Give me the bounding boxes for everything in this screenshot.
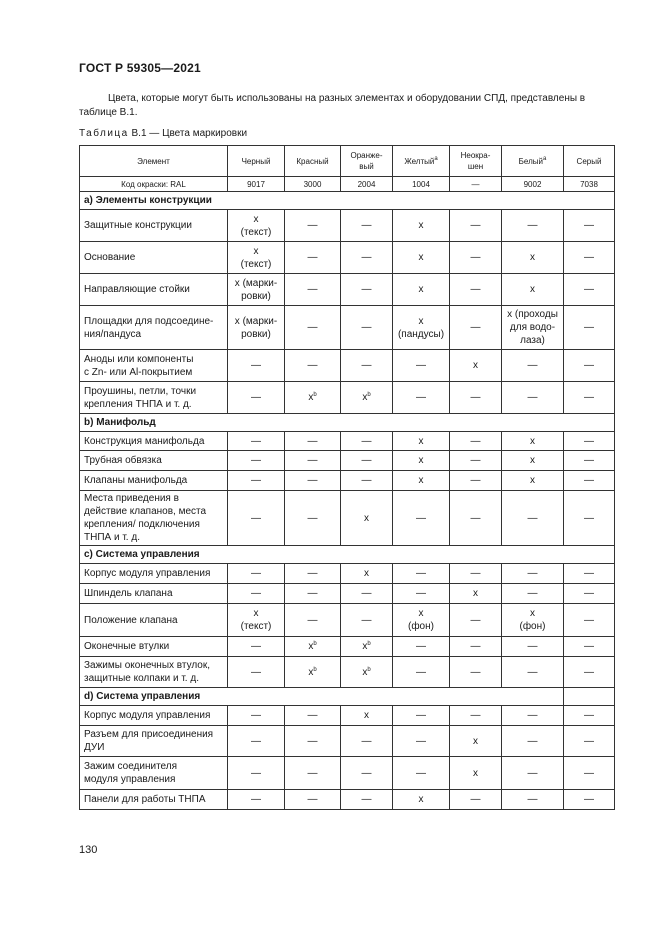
color-mark-cell: x xyxy=(393,274,450,306)
intro-paragraph: Цвета, которые могут быть использованы на разных элементах и оборудовании СПД, представлены в таблице В.1. xyxy=(79,93,586,118)
color-mark-cell: — xyxy=(564,726,615,757)
color-marking-table xyxy=(79,145,615,810)
table-row xyxy=(80,726,615,757)
color-mark-cell: x xyxy=(393,451,450,471)
color-mark-cell: x (текст) xyxy=(228,242,285,274)
color-mark-cell: x xyxy=(502,242,564,274)
empty-cell xyxy=(564,688,615,706)
color-mark-cell: — xyxy=(393,491,450,546)
color-mark-cell: — xyxy=(341,790,393,810)
color-mark-cell: — xyxy=(564,491,615,546)
color-mark-cell: — xyxy=(285,432,341,451)
color-mark-cell: x xyxy=(450,350,502,382)
color-mark-cell: — xyxy=(228,637,285,657)
color-mark-cell: — xyxy=(502,584,564,604)
color-mark-cell: — xyxy=(564,757,615,790)
color-mark-cell: x xyxy=(450,726,502,757)
color-mark-cell: — xyxy=(341,726,393,757)
color-mark-cell: — xyxy=(341,432,393,451)
section-row xyxy=(80,414,615,432)
color-mark-cell: — xyxy=(341,350,393,382)
color-mark-cell: — xyxy=(228,790,285,810)
table-row xyxy=(80,657,615,688)
color-mark-cell: $x^b$ xyxy=(285,637,341,657)
color-mark-cell: — xyxy=(285,471,341,491)
element-name-cell: Площадки для подсоедине- ния/пандуса xyxy=(80,306,228,350)
column-header: Белый$^a$ xyxy=(502,146,564,177)
color-mark-cell: — xyxy=(450,242,502,274)
color-mark-cell: — xyxy=(450,471,502,491)
table-row xyxy=(80,382,615,414)
color-mark-cell: — xyxy=(285,210,341,242)
color-mark-cell: x xyxy=(393,242,450,274)
table-row xyxy=(80,790,615,810)
element-name-cell: Разъем для присоединения ДУИ xyxy=(80,726,228,757)
color-mark-cell: x (фон) xyxy=(502,604,564,637)
color-mark-cell: $x^b$ xyxy=(341,382,393,414)
element-name-cell: Трубная обвязка xyxy=(80,451,228,471)
color-mark-cell: — xyxy=(564,584,615,604)
color-mark-cell: x (проходы для водо- лаза) xyxy=(502,306,564,350)
color-mark-cell: x (фон) xyxy=(393,604,450,637)
color-mark-cell: — xyxy=(502,757,564,790)
color-mark-cell: — xyxy=(341,584,393,604)
color-mark-cell: — xyxy=(393,564,450,584)
element-name-cell: Положение клапана xyxy=(80,604,228,637)
color-mark-cell: — xyxy=(450,451,502,471)
color-mark-cell: — xyxy=(450,306,502,350)
color-mark-cell: — xyxy=(285,564,341,584)
color-mark-cell: — xyxy=(502,210,564,242)
element-name-cell: Защитные конструкции xyxy=(80,210,228,242)
color-mark-cell: — xyxy=(564,706,615,726)
section-title: d) Система управления xyxy=(80,688,564,706)
element-name-cell: Шпиндель клапана xyxy=(80,584,228,604)
color-mark-cell: — xyxy=(228,726,285,757)
color-mark-cell: — xyxy=(285,451,341,471)
color-mark-cell: — xyxy=(228,451,285,471)
color-mark-cell: — xyxy=(502,382,564,414)
color-mark-cell: — xyxy=(564,790,615,810)
color-mark-cell: — xyxy=(564,242,615,274)
color-mark-cell: x (марки- ровки) xyxy=(228,306,285,350)
color-mark-cell: — xyxy=(228,706,285,726)
ral-code-row xyxy=(80,177,615,192)
color-mark-cell: x xyxy=(393,210,450,242)
color-mark-cell: — xyxy=(564,564,615,584)
color-mark-cell: — xyxy=(564,306,615,350)
color-mark-cell: — xyxy=(564,604,615,637)
color-mark-cell: — xyxy=(450,637,502,657)
color-mark-cell: — xyxy=(228,564,285,584)
color-mark-cell: — xyxy=(450,432,502,451)
element-name-cell: Конструкция манифольда xyxy=(80,432,228,451)
table-row xyxy=(80,491,615,546)
color-mark-cell: x xyxy=(341,491,393,546)
color-mark-cell: — xyxy=(285,584,341,604)
color-mark-cell: — xyxy=(393,657,450,688)
color-mark-cell: — xyxy=(502,706,564,726)
table-row xyxy=(80,432,615,451)
color-mark-cell: x xyxy=(341,706,393,726)
color-mark-cell: — xyxy=(285,491,341,546)
color-mark-cell: — xyxy=(393,584,450,604)
color-mark-cell: — xyxy=(228,350,285,382)
color-mark-cell: $x^b$ xyxy=(341,637,393,657)
color-mark-cell: — xyxy=(450,790,502,810)
element-name-cell: Зажим соединителя модуля управления xyxy=(80,757,228,790)
ral-code: 3000 xyxy=(285,177,341,192)
ral-code: 7038 xyxy=(564,177,615,192)
color-mark-cell: — xyxy=(502,491,564,546)
table-row xyxy=(80,757,615,790)
color-mark-cell: — xyxy=(450,210,502,242)
column-header: Красный xyxy=(285,146,341,177)
color-mark-cell: — xyxy=(393,726,450,757)
color-mark-cell: x xyxy=(393,790,450,810)
ral-code: — xyxy=(450,177,502,192)
caption-prefix: Таблица xyxy=(79,128,129,139)
color-mark-cell: — xyxy=(564,637,615,657)
color-mark-cell: — xyxy=(450,657,502,688)
element-name-cell: Направляющие стойки xyxy=(80,274,228,306)
color-mark-cell: — xyxy=(341,274,393,306)
color-mark-cell: — xyxy=(285,790,341,810)
section-row xyxy=(80,192,615,210)
section-title: a) Элементы конструкции xyxy=(80,192,615,210)
color-mark-cell: $x^b$ xyxy=(285,657,341,688)
table-row xyxy=(80,210,615,242)
color-mark-cell: — xyxy=(502,657,564,688)
color-mark-cell: — xyxy=(564,471,615,491)
table-row xyxy=(80,637,615,657)
color-mark-cell: — xyxy=(285,306,341,350)
color-mark-cell: — xyxy=(228,471,285,491)
color-mark-cell: — xyxy=(450,706,502,726)
ral-code: 1004 xyxy=(393,177,450,192)
color-mark-cell: — xyxy=(564,657,615,688)
color-mark-cell: — xyxy=(228,584,285,604)
element-name-cell: Корпус модуля управления xyxy=(80,564,228,584)
caption-title: В.1 — Цвета маркировки xyxy=(131,128,248,139)
element-name-cell: Места приведения в действие клапанов, места крепления/ подключения ТНПА и т. д. xyxy=(80,491,228,546)
color-mark-cell: — xyxy=(450,604,502,637)
table-caption xyxy=(79,128,247,139)
color-mark-cell: — xyxy=(502,790,564,810)
color-mark-cell: x xyxy=(502,471,564,491)
column-header: Оранже- вый xyxy=(341,146,393,177)
document-header: ГОСТ Р 59305—2021 xyxy=(79,61,201,75)
ral-code: 2004 xyxy=(341,177,393,192)
color-mark-cell: — xyxy=(450,382,502,414)
color-mark-cell: — xyxy=(285,706,341,726)
color-mark-cell: — xyxy=(450,491,502,546)
color-mark-cell: x (текст) xyxy=(228,210,285,242)
color-mark-cell: — xyxy=(450,274,502,306)
table-row xyxy=(80,564,615,584)
ral-code: 9017 xyxy=(228,177,285,192)
color-mark-cell: — xyxy=(285,350,341,382)
color-mark-cell: x xyxy=(393,471,450,491)
column-header: Серый xyxy=(564,146,615,177)
color-mark-cell: — xyxy=(285,242,341,274)
element-name-cell: Основание xyxy=(80,242,228,274)
color-mark-cell: x xyxy=(450,584,502,604)
element-name-cell: Оконечные втулки xyxy=(80,637,228,657)
color-mark-cell: — xyxy=(393,382,450,414)
table-row xyxy=(80,350,615,382)
table-row xyxy=(80,451,615,471)
column-header: Элемент xyxy=(80,146,228,177)
color-mark-cell: — xyxy=(564,350,615,382)
color-mark-cell: — xyxy=(393,706,450,726)
color-mark-cell: x xyxy=(502,451,564,471)
column-header: Желтый$^a$ xyxy=(393,146,450,177)
color-mark-cell: — xyxy=(450,564,502,584)
element-name-cell: Проушины, петли, точки крепления ТНПА и т. д. xyxy=(80,382,228,414)
color-mark-cell: x xyxy=(393,432,450,451)
color-mark-cell: — xyxy=(285,274,341,306)
color-mark-cell: — xyxy=(502,350,564,382)
color-mark-cell: — xyxy=(285,604,341,637)
color-mark-cell: — xyxy=(341,306,393,350)
color-mark-cell: — xyxy=(228,491,285,546)
element-name-cell: Зажимы оконечных втулок, защитные колпаки и т. д. xyxy=(80,657,228,688)
table-row xyxy=(80,274,615,306)
color-mark-cell: — xyxy=(228,382,285,414)
color-mark-cell: — xyxy=(228,432,285,451)
color-mark-cell: x (марки- ровки) xyxy=(228,274,285,306)
element-name-cell: Панели для работы ТНПА xyxy=(80,790,228,810)
color-mark-cell: — xyxy=(502,726,564,757)
color-mark-cell: — xyxy=(564,382,615,414)
color-mark-cell: — xyxy=(228,657,285,688)
color-mark-cell: — xyxy=(564,274,615,306)
color-mark-cell: — xyxy=(564,451,615,471)
section-title: b) Манифольд xyxy=(80,414,615,432)
color-mark-cell: — xyxy=(285,726,341,757)
table-row xyxy=(80,471,615,491)
color-mark-cell: — xyxy=(341,604,393,637)
color-mark-cell: — xyxy=(393,637,450,657)
color-mark-cell: — xyxy=(341,471,393,491)
section-row xyxy=(80,546,615,564)
color-mark-cell: — xyxy=(341,242,393,274)
color-mark-cell: $x^b$ xyxy=(341,657,393,688)
color-mark-cell: — xyxy=(341,451,393,471)
color-mark-cell: $x^b$ xyxy=(285,382,341,414)
color-mark-cell: — xyxy=(502,637,564,657)
table-row xyxy=(80,604,615,637)
color-mark-cell: x xyxy=(341,564,393,584)
ral-code: 9002 xyxy=(502,177,564,192)
table-body xyxy=(80,192,615,810)
table-row xyxy=(80,242,615,274)
color-mark-cell: x (текст) xyxy=(228,604,285,637)
color-mark-cell: x xyxy=(502,274,564,306)
color-mark-cell: — xyxy=(228,757,285,790)
element-name-cell: Корпус модуля управления xyxy=(80,706,228,726)
page-number: 130 xyxy=(79,844,98,856)
color-mark-cell: — xyxy=(341,757,393,790)
element-name-cell: Аноды или компоненты с Zn- или Al-покрытием xyxy=(80,350,228,382)
color-mark-cell: x xyxy=(502,432,564,451)
color-mark-cell: — xyxy=(564,432,615,451)
color-mark-cell: x (пандусы) xyxy=(393,306,450,350)
table-row xyxy=(80,306,615,350)
table-row xyxy=(80,706,615,726)
element-name-cell: Клапаны манифольда xyxy=(80,471,228,491)
color-mark-cell: — xyxy=(393,757,450,790)
color-mark-cell: — xyxy=(502,564,564,584)
table-row xyxy=(80,584,615,604)
section-title: c) Система управления xyxy=(80,546,615,564)
color-mark-cell: — xyxy=(285,757,341,790)
ral-code-label: Код окраски: RAL xyxy=(80,177,228,192)
table-header-row xyxy=(80,146,615,177)
color-mark-cell: x xyxy=(450,757,502,790)
color-mark-cell: — xyxy=(341,210,393,242)
column-header: Неокра- шен xyxy=(450,146,502,177)
color-mark-cell: — xyxy=(564,210,615,242)
section-row xyxy=(80,688,615,706)
color-mark-cell: — xyxy=(393,350,450,382)
column-header: Черный xyxy=(228,146,285,177)
